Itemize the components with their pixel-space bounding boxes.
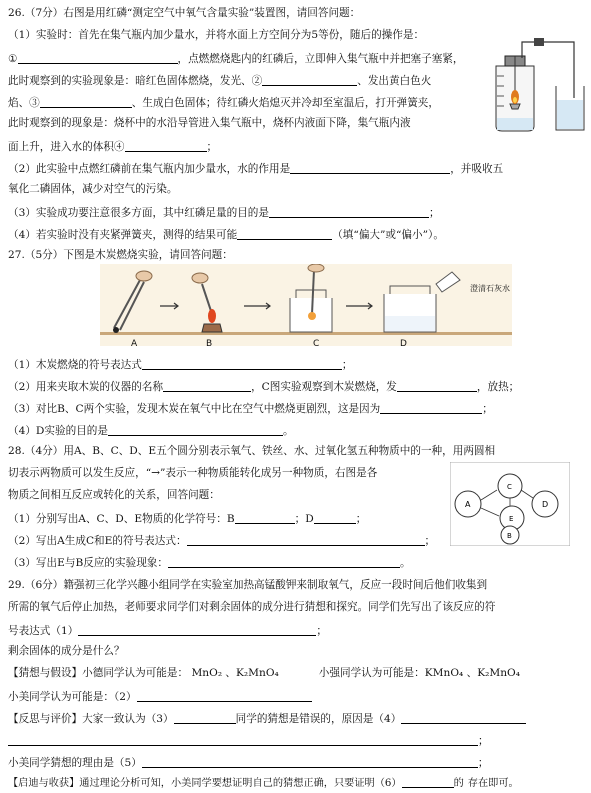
blank-q26-3[interactable] [40, 96, 132, 108]
q27-line3 [8, 402, 493, 415]
q27-line2-a: （2）用来夹取木炭的仪器的名称 [8, 381, 164, 393]
q29-line7-b: 同学的猜想是错误的，原因是（4） [235, 713, 402, 725]
blank-q28-3[interactable] [168, 556, 400, 568]
red-phosphorus-apparatus-figure [478, 28, 586, 136]
q26-line10-b: （填“偏大”或“偏小”）。 [332, 229, 444, 241]
blank-q26-5[interactable] [290, 162, 450, 174]
circle-label-b: B [507, 532, 512, 540]
q26-line7-b: ，并吸收五 [450, 163, 504, 175]
q26-title: 26.（7分）右图是用红磷“测定空气中氧气含量实验”装置图，请回答问题： [8, 7, 361, 19]
q26-line3-a: 此时观察到的实验现象是：暗红色固体燃烧，发光、② [8, 75, 263, 87]
q28-line4-semicolon: ； [355, 513, 367, 525]
q27-line2 [8, 380, 519, 393]
circle-label-a: A [465, 500, 471, 509]
q26-line4-b: 、生成白色固体；待红磷火焰熄灭并冷却至室温后，打开弹簧夹， [131, 97, 439, 109]
blank-q26-1[interactable] [18, 52, 178, 64]
blank-q27-4[interactable] [380, 402, 482, 414]
blank-q28-b[interactable] [235, 512, 295, 524]
q29-line11: 存在即可。 [467, 778, 519, 789]
blank-q28-d[interactable] [314, 512, 356, 524]
blank-q27-1[interactable] [142, 358, 342, 370]
q28-line5-semicolon: ； [424, 535, 436, 547]
q28-line6-text: （3）写出E与B反应的实验现象： [8, 557, 168, 569]
q28-line5 [8, 534, 435, 547]
arrow-a-e [481, 508, 499, 516]
limewater-label: 澄清石灰水 [470, 284, 510, 293]
beaker-icon [556, 86, 584, 130]
q26-line1: （1）实验时：首先在集气瓶内加少量水，并将水面上方空间分为5等份，随后的操作是： [8, 29, 425, 41]
q26-line9-semicolon: ； [429, 207, 440, 219]
q27-line3-semicolon: ； [482, 403, 493, 415]
q27-line4-period: 。 [282, 425, 294, 437]
q29-line10 [8, 776, 519, 789]
blank-q29-3[interactable] [174, 712, 236, 724]
q29-line8 [8, 734, 489, 747]
q29-line6-text: 小美同学认为可能是：（2） [8, 691, 137, 703]
q28-line6-period: 。 [399, 557, 411, 569]
q27-title: 27.（5分）下图是木炭燃烧实验，请回答问题： [8, 249, 233, 261]
substance-relation-diagram [450, 462, 570, 546]
q26-line6 [8, 140, 217, 153]
q26-line2 [8, 52, 464, 65]
q26-line5: 此时观察到的现象是：烧杯中的水沿导管进入集气瓶中，烧杯内液面下降，集气瓶内液 [8, 117, 411, 129]
q29-line3 [8, 624, 327, 637]
q28-line2: 切表示两物质可以发生反应，“→”表示一种物质能转化成另一种物质，右图是各 [8, 467, 378, 479]
q29-line5-b: 小强同学认为可能是：KMnO₄ 、K₂MnO₄ [318, 667, 520, 679]
q29-line6 [8, 690, 312, 703]
q27-line1-semicolon: ； [341, 359, 353, 371]
q29-line2: 所需的氧气后停止加热，老师要求同学们对剩余固体的成分进行猜想和探究。同学们先写出了该反应的符 [8, 601, 496, 613]
blank-q29-4-cont[interactable] [8, 734, 478, 746]
blank-q29-5[interactable] [142, 756, 478, 768]
q26-line4-a: 焰、③ [8, 97, 40, 109]
blank-q27-5[interactable] [108, 424, 283, 436]
q29-line10-b: 的 [453, 778, 464, 789]
fig-label-c: C [313, 339, 320, 349]
q29-title: 29.（6分）籍强初三化学兴趣小组同学在实验室加热高锰酸钾来制取氧气，反应一段时间后他们收集到 [8, 579, 488, 591]
charcoal-combustion-figure [100, 264, 512, 346]
q29-line3-semicolon: ； [316, 625, 327, 637]
blank-q27-2[interactable] [163, 380, 251, 392]
q28-line6 [8, 556, 411, 569]
q29-line8-semicolon: ； [478, 735, 489, 747]
q28-line4-a: （1）分别写出A、C、D、E物质的化学符号：B [8, 513, 235, 525]
blank-q26-2[interactable] [262, 74, 357, 86]
q29-line7-a: 【反思与评价】大家一致认为（3） [8, 713, 174, 725]
q26-line9-text: （3）实验成功要注意很多方面，其中红磷足量的目的是 [8, 207, 269, 219]
q28-line4-b: ；D [294, 513, 314, 525]
q27-line4 [8, 424, 294, 437]
q26-line7-a: （2）此实验中点燃红磷前在集气瓶内加少量水，水的作用是 [8, 163, 291, 175]
q27-line3-text: （3）对比B、C两个实验，发现木炭在氧气中比在空气中燃烧更剧烈，这是因为 [8, 403, 381, 415]
q29-line5-a: 【猜想与假设】小德同学认为可能是： MnO₂ 、K₂MnO₄ [8, 667, 279, 679]
q26-line3 [8, 74, 431, 87]
q27-line1-text: （1）木炭燃烧的符号表达式 [8, 359, 142, 371]
q29-line9-semicolon: ； [477, 757, 489, 769]
q29-line10-a: 【启迪与收获】通过理论分析可知，小美同学要想证明自己的猜想正确，只要证明（6） [8, 778, 402, 789]
q26-line2-text: ，点燃燃烧匙内的红磷后，立即伸入集气瓶中并把塞子塞紧， [177, 53, 464, 65]
q26-line8: 氧化二磷固体，减少对空气的污染。 [8, 183, 178, 195]
q29-line7 [8, 712, 526, 725]
blank-q27-3[interactable] [397, 380, 477, 392]
q27-line2-b: ，C图实验观察到木炭燃烧，发 [251, 381, 397, 393]
q28-line5-text: （2）写出A生成C和E的符号表达式： [8, 535, 187, 547]
charcoal-icon [113, 327, 119, 333]
circle-label-e: E [509, 515, 514, 523]
circle-label-d: D [542, 500, 549, 509]
q27-line1 [8, 358, 352, 371]
q26-line10-a: （4）若实验时没有夹紧弹簧夹，测得的结果可能 [8, 229, 238, 241]
q26-line6-semicolon: ； [206, 141, 218, 153]
q26-line6-text: 面上升，进入水的体积④ [8, 141, 125, 153]
q26-line4 [8, 96, 439, 109]
q26-line7 [8, 162, 503, 175]
q29-line4: 剩余固体的成分是什么？ [8, 645, 125, 657]
q27-line2-c: ，放热； [476, 381, 520, 393]
q26-line3-b: 、发出黄白色火 [357, 75, 432, 87]
blank-q28-2[interactable] [187, 534, 425, 546]
blank-q29-1[interactable] [78, 624, 316, 636]
fig-label-a: A [131, 339, 138, 349]
blank-q29-4[interactable] [401, 712, 526, 724]
fig-label-b: B [206, 339, 213, 349]
blank-q26-6[interactable] [269, 206, 429, 218]
q29-line9 [8, 756, 488, 769]
blank-q29-6[interactable] [402, 776, 454, 788]
q29-line9-text: 小美同学猜想的理由是（5） [8, 757, 142, 769]
blank-q29-2[interactable] [137, 690, 312, 702]
q28-line4 [8, 512, 366, 525]
arrow-c-d [521, 490, 533, 498]
q28-line3: 物质之间相互反应或转化的关系，回答问题： [8, 489, 220, 501]
gas-bottle-icon [496, 56, 534, 131]
q27-line4-text: （4）D实验的目的是 [8, 425, 108, 437]
q26-line10 [8, 228, 444, 241]
circle-label-c: C [507, 483, 512, 491]
fig-label-d: D [400, 339, 407, 349]
circle-1: ① [8, 53, 18, 65]
q29-line5 [8, 668, 520, 679]
q26-line9 [8, 206, 440, 219]
q29-line3-text: 号表达式（1） [8, 625, 79, 637]
spring-clamp-icon [534, 38, 544, 46]
blank-q26-7[interactable] [237, 228, 332, 240]
q28-title: 28.（4分）用A、B、C、D、E五个圆分别表示氧气、铁丝、水、过氧化氢五种物质中的一种，用两圆相 [8, 445, 496, 457]
blank-q26-4[interactable] [125, 140, 207, 152]
arrow-a-c [481, 490, 497, 500]
